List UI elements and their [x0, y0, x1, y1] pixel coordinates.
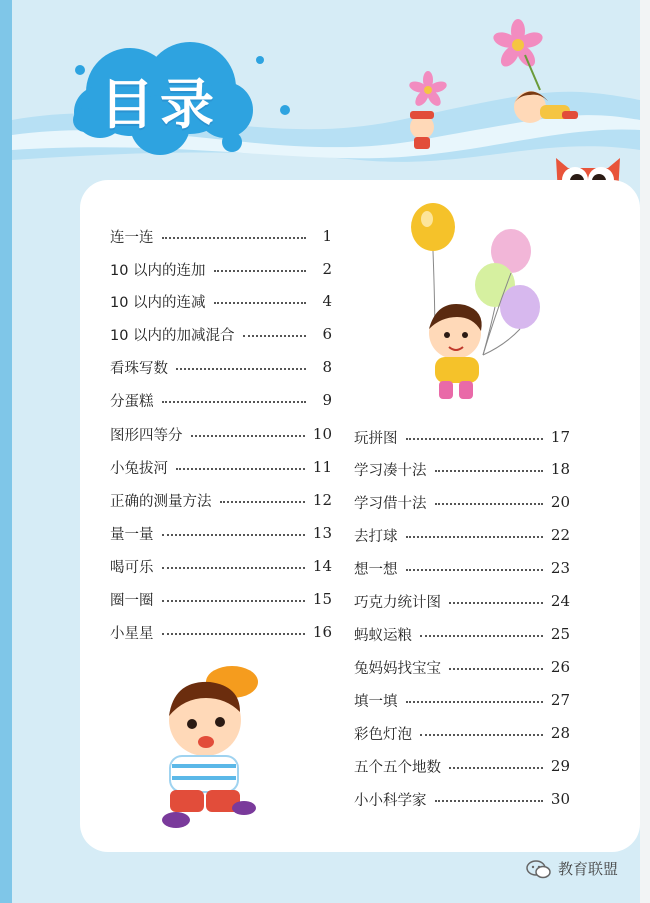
toc-leader-dots	[406, 438, 543, 440]
toc-page-number: 23	[550, 559, 570, 577]
toc-page-number: 4	[322, 292, 332, 310]
toc-label: 10 以内的连减	[110, 294, 206, 311]
toc-leader-dots	[214, 302, 306, 304]
toc-leader-dots	[162, 600, 305, 602]
toc-leader-dots	[406, 536, 543, 538]
toc-leader-dots	[243, 335, 306, 337]
toc-leader-dots	[420, 734, 543, 736]
toc-page-number: 8	[322, 358, 332, 376]
toc-leader-dots	[191, 435, 305, 437]
toc-item[interactable]	[110, 553, 332, 579]
toc-leader-dots	[162, 237, 307, 239]
toc-page-number: 14	[312, 557, 332, 575]
toc-page-number: 1	[322, 227, 332, 245]
page-title: 目录	[100, 73, 220, 136]
toc-label: 兔妈妈找宝宝	[354, 660, 441, 677]
toc-leader-dots	[435, 800, 543, 802]
toc-label: 学习凑十法	[354, 462, 427, 479]
toc-label: 小星星	[110, 625, 154, 642]
toc-label: 图形四等分	[110, 427, 183, 444]
toc-item[interactable]	[354, 424, 570, 450]
toc-item[interactable]	[110, 223, 332, 249]
toc-leader-dots	[406, 569, 543, 571]
toc-item[interactable]	[354, 786, 570, 812]
toc-leader-dots	[449, 767, 543, 769]
toc-label: 量一量	[110, 526, 154, 543]
toc-label: 连一连	[110, 229, 154, 246]
toc-leader-dots	[214, 270, 306, 272]
toc-item[interactable]	[110, 487, 332, 513]
toc-label: 蚂蚁运粮	[354, 627, 412, 644]
toc-leader-dots	[449, 602, 543, 604]
watermark	[526, 858, 618, 879]
toc-label: 填一填	[354, 693, 398, 710]
toc-label: 想一想	[354, 561, 398, 578]
toc-page-number: 29	[550, 757, 570, 775]
toc-label: 10 以内的加减混合	[110, 327, 235, 344]
toc-item[interactable]	[354, 588, 570, 614]
toc-item[interactable]	[354, 753, 570, 779]
toc-label: 彩色灯泡	[354, 726, 412, 743]
toc-page-number: 24	[550, 592, 570, 610]
toc-page-number: 6	[322, 325, 332, 343]
toc-leader-dots	[406, 701, 543, 703]
toc-item[interactable]	[354, 621, 570, 647]
toc-page-number: 30	[550, 790, 570, 808]
toc-label: 小小科学家	[354, 792, 427, 809]
toc-item[interactable]	[110, 586, 332, 612]
toc-item[interactable]	[354, 456, 570, 482]
toc-leader-dots	[162, 401, 307, 403]
wechat-icon	[526, 859, 552, 879]
toc-item[interactable]	[110, 354, 332, 380]
toc-item[interactable]	[354, 555, 570, 581]
toc-item[interactable]	[110, 520, 332, 546]
toc-page-number: 25	[550, 625, 570, 643]
toc-page-number: 20	[550, 493, 570, 511]
toc-label: 去打球	[354, 528, 398, 545]
toc-item[interactable]	[110, 256, 332, 282]
toc-label: 小兔拔河	[110, 460, 168, 477]
toc-page-number: 11	[312, 458, 332, 476]
toc-page-number: 2	[322, 260, 332, 278]
toc-leader-dots	[176, 368, 306, 370]
toc-item[interactable]	[110, 454, 332, 480]
toc-item[interactable]	[110, 321, 332, 347]
toc-leader-dots	[176, 468, 305, 470]
toc-label: 分蛋糕	[110, 393, 154, 410]
toc-page-number: 27	[550, 691, 570, 709]
toc-page-number: 15	[312, 590, 332, 608]
toc-leader-dots	[162, 534, 305, 536]
toc-page-number: 28	[550, 724, 570, 742]
toc-item[interactable]	[110, 288, 332, 314]
toc-leader-dots	[435, 503, 543, 505]
toc-leader-dots	[220, 501, 305, 503]
toc-label: 学习借十法	[354, 495, 427, 512]
toc-item[interactable]	[354, 687, 570, 713]
toc-leader-dots	[162, 633, 305, 635]
toc-page-number: 17	[550, 428, 570, 446]
toc-page-number: 16	[312, 623, 332, 641]
toc-label: 圈一圈	[110, 592, 154, 609]
toc-page-number: 13	[312, 524, 332, 542]
toc-item[interactable]	[110, 421, 332, 447]
toc-item[interactable]	[110, 619, 332, 645]
toc-label: 正确的测量方法	[110, 493, 212, 510]
toc-label: 10 以内的连加	[110, 262, 206, 279]
toc-label: 玩拼图	[354, 430, 398, 447]
watermark-text: 教育联盟	[557, 860, 618, 878]
toc-item[interactable]	[354, 489, 570, 515]
toc-label: 喝可乐	[110, 559, 154, 576]
toc-leader-dots	[449, 668, 543, 670]
toc-page-number: 18	[550, 460, 570, 478]
toc-leader-dots	[420, 635, 543, 637]
toc-leader-dots	[435, 470, 543, 472]
toc-label: 五个五个地数	[354, 759, 441, 776]
toc-item[interactable]	[354, 654, 570, 680]
toc-item[interactable]	[110, 387, 332, 413]
toc-label: 看珠写数	[110, 360, 168, 377]
toc-item[interactable]	[354, 522, 570, 548]
toc-item[interactable]	[354, 720, 570, 746]
toc-leader-dots	[162, 567, 305, 569]
toc-page-number: 12	[312, 491, 332, 509]
toc-page-number: 22	[550, 526, 570, 544]
toc-page-number: 26	[550, 658, 570, 676]
toc-page-number: 9	[322, 391, 332, 409]
toc-label: 巧克力统计图	[354, 594, 441, 611]
toc-page-number: 10	[312, 425, 332, 443]
